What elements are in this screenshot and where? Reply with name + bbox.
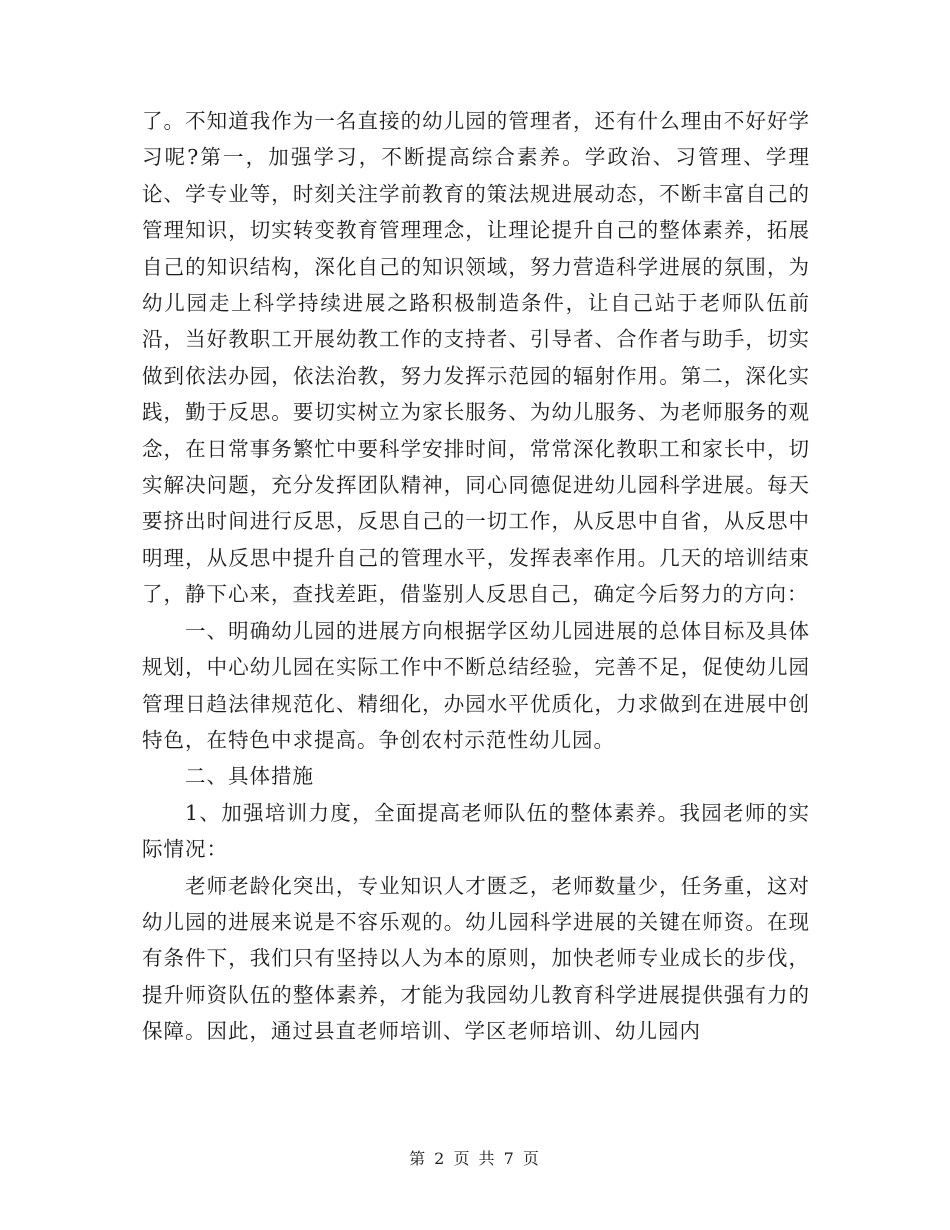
paragraph-3-heading: 二、具体措施: [185, 764, 315, 789]
document-body: [142, 103, 810, 1050]
paragraph-5: 老师老龄化突出，专业知识人才匮乏，老师数量少，任务重，这对幼儿园的进展来说是不容乐观的。幼儿园科学进展的关键在师资。在现有条件下，我们只有坚持以人为本的原则，加快老师专业成长的步伐，提升师资队伍的整体素养，才能为我园幼儿教育科学进展提供强有力的保障。因此，通过县直老师培训、学区老师培训、幼儿园内: [142, 873, 810, 1044]
paragraph-4: 1、加强培训力度，全面提高老师队伍的整体素养。我园老师的实际情况：: [142, 800, 810, 862]
paragraph-2: 一、明确幼儿园的进展方向根据学区幼儿园进展的总体目标及具体规划，中心幼儿园在实际工作中不断总结经验，完善不足，促使幼儿园管理日趋法律规范化、精细化，办园水平优质化，力求做到在进展中创特色，在特色中求提高。争创农村示范性幼儿园。: [142, 618, 810, 752]
paragraph-1: 了。不知道我作为一名直接的幼儿园的管理者，还有什么理由不好好学习呢?第一，加强学习，不断提高综合素养。学政治、习管理、学理论、学专业等，时刻关注学前教育的策法规进展动态，不断丰富自己的管理知识，切实转变教育管理理念，让理论提升自己的整体素养，拓展自己的知识结构，深化自己的知识领域，努力营造科学进展的氛围，为幼儿园走上科学持续进展之路积极制造条件，让自己站于老师队伍前沿，当好教职工开展幼教工作的支持者、引导者、合作者与助手，切实做到依法办园，依法治教，努力发挥示范园的辐射作用。第二，深化实践，勤于反思。要切实树立为家长服务、为幼儿服务、为老师服务的观念，在日常事务繁忙中要科学安排时间，常常深化教职工和家长中，切实解决问题，充分发挥团队精神，同心同德促进幼儿园科学进展。每天要挤出时间进行反思，反思自己的一切工作，从反思中自省，从反思中明理，从反思中提升自己的管理水平，发挥表率作用。几天的培训结束了，静下心来，查找差距，借鉴别人反思自己，确定今后努力的方向：: [142, 109, 810, 607]
page-number-footer: 第 2 页 共 7 页: [409, 1149, 541, 1168]
